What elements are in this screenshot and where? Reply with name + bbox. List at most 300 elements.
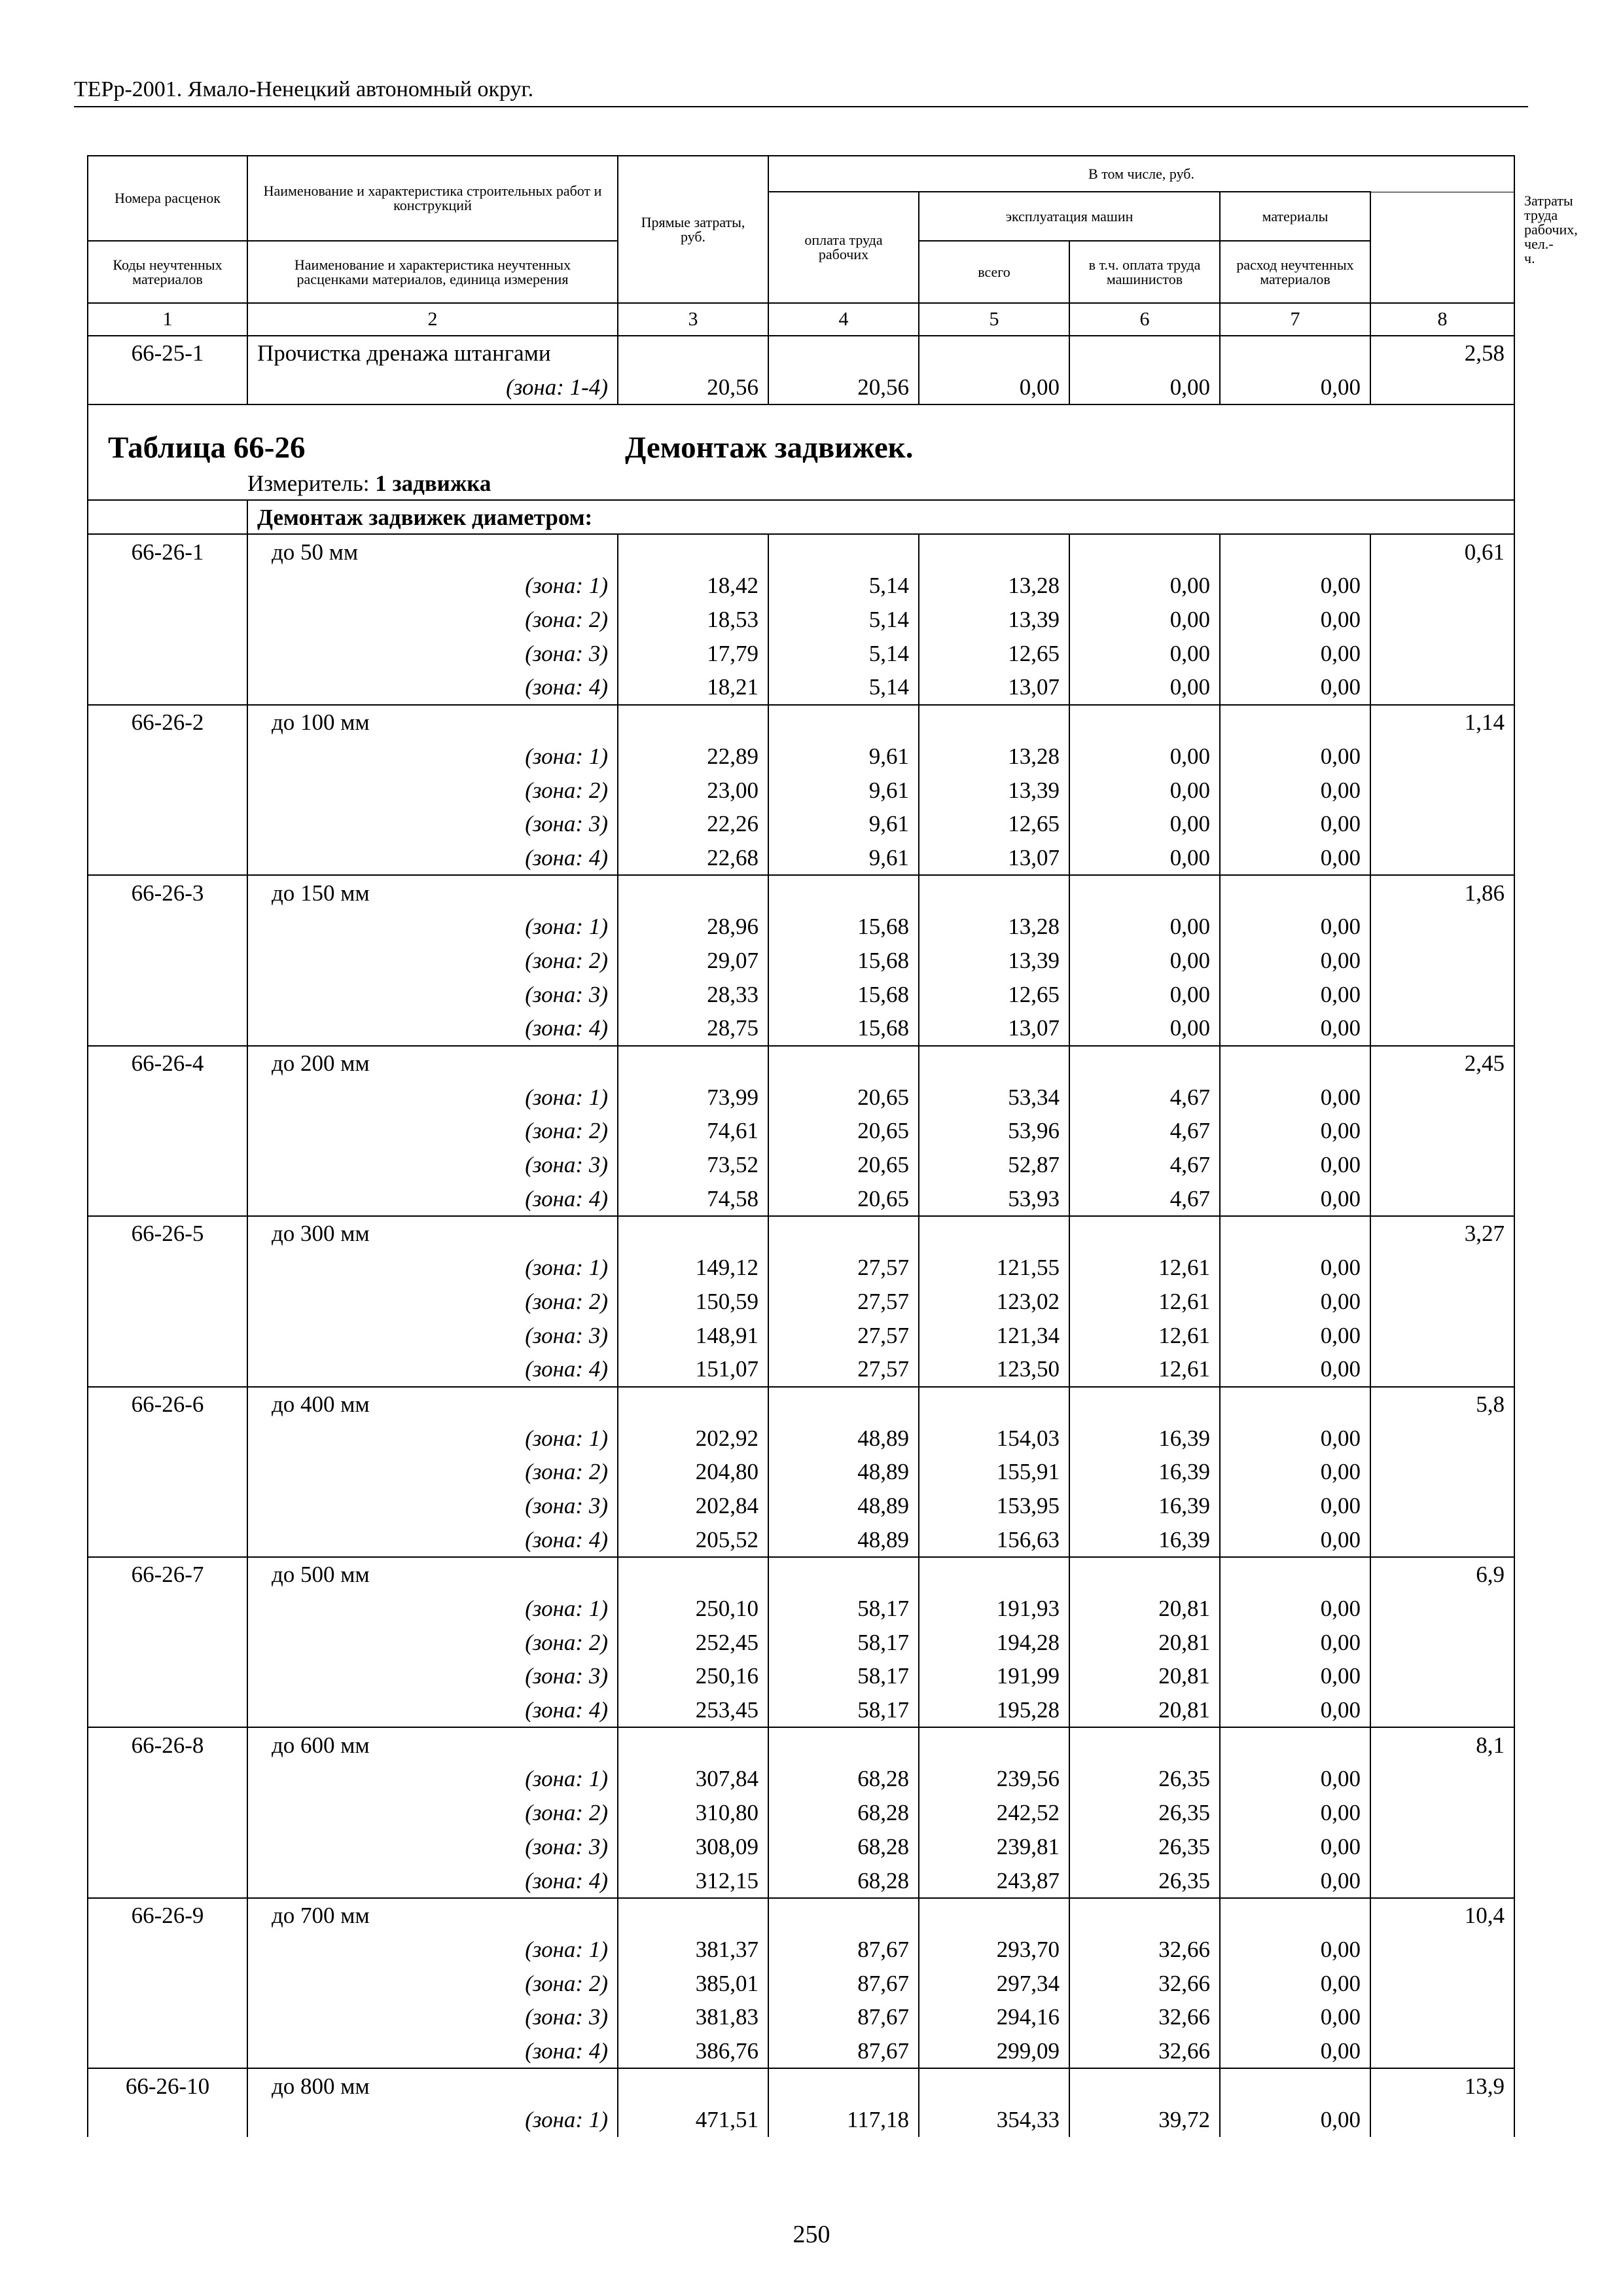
rate-name: до 300 мм	[247, 1216, 618, 1251]
machinist-pay: 26,35	[1069, 1830, 1220, 1864]
labor-pay: 87,67	[768, 1933, 919, 1967]
zone-label: (зона: 1)	[247, 910, 618, 944]
machines-total: 12,65	[919, 977, 1069, 1011]
rate-name: до 700 мм	[247, 1898, 618, 1933]
zone-label: (зона: 2)	[247, 1796, 618, 1830]
materials-cost: 0,00	[1220, 1489, 1370, 1523]
machines-total: 297,34	[919, 1966, 1069, 2000]
direct-cost: 22,68	[618, 841, 768, 876]
materials-cost: 0,00	[1220, 807, 1370, 841]
machines-total: 13,07	[919, 1011, 1069, 1046]
materials-cost: 0,00	[1220, 1080, 1370, 1114]
labor-pay: 58,17	[768, 1693, 919, 1728]
machines-total: 239,81	[919, 1830, 1069, 1864]
machines-total: 293,70	[919, 1933, 1069, 1967]
machines-total: 194,28	[919, 1625, 1069, 1659]
rate-name: до 800 мм	[247, 2068, 618, 2103]
machinist-pay: 12,61	[1069, 1352, 1220, 1387]
materials-cost: 0,00	[1220, 569, 1370, 603]
table-row	[88, 1522, 1514, 1557]
direct-cost: 74,61	[618, 1114, 768, 1148]
table-row	[88, 636, 1514, 670]
labor-cost: 2,45	[1370, 1046, 1514, 1081]
labor-pay: 87,67	[768, 2000, 919, 2034]
rate-name: до 400 мм	[247, 1387, 618, 1422]
labor-pay: 20,65	[768, 1181, 919, 1216]
labor-pay: 20,56	[768, 370, 919, 405]
labor-pay: 48,89	[768, 1522, 919, 1557]
rate-code: 66-26-6	[88, 1387, 247, 1422]
direct-cost: 73,52	[618, 1148, 768, 1182]
table-row	[88, 807, 1514, 841]
machinist-pay: 0,00	[1069, 1011, 1220, 1046]
table-row	[88, 705, 1514, 740]
labor-pay: 20,65	[768, 1114, 919, 1148]
labor-pay: 15,68	[768, 944, 919, 978]
column-number: 2	[247, 303, 618, 336]
rate-code: 66-26-8	[88, 1727, 247, 1762]
labor-pay: 27,57	[768, 1251, 919, 1285]
rate-name: до 600 мм	[247, 1727, 618, 1762]
header-machinist-pay: в т.ч. оплата труда машинистов	[1069, 241, 1220, 303]
zone-label: (зона: 4)	[247, 1693, 618, 1728]
table-row	[88, 1455, 1514, 1489]
zone-label: (зона: 1)	[247, 740, 618, 774]
materials-cost: 0,00	[1220, 1522, 1370, 1557]
labor-cost: 13,9	[1370, 2068, 1514, 2103]
materials-cost: 0,00	[1220, 1933, 1370, 1967]
zone-label: (зона: 2)	[247, 1966, 618, 2000]
machinist-pay: 12,61	[1069, 1251, 1220, 1285]
materials-cost: 0,00	[1220, 977, 1370, 1011]
zone-label: (зона: 2)	[247, 1114, 618, 1148]
machinist-pay: 12,61	[1069, 1318, 1220, 1352]
meter-value: 1 задвижка	[375, 470, 491, 496]
zone-label: (зона: 1)	[247, 1251, 618, 1285]
labor-cost: 5,8	[1370, 1387, 1514, 1422]
machines-total: 156,63	[919, 1522, 1069, 1557]
materials-cost: 0,00	[1220, 910, 1370, 944]
direct-cost: 381,83	[618, 2000, 768, 2034]
rate-code: 66-26-2	[88, 705, 247, 740]
materials-cost: 0,00	[1220, 1352, 1370, 1387]
direct-cost: 22,89	[618, 740, 768, 774]
direct-cost: 18,42	[618, 569, 768, 603]
machinist-pay: 0,00	[1069, 773, 1220, 807]
direct-cost: 204,80	[618, 1455, 768, 1489]
zone-label: (зона: 2)	[247, 773, 618, 807]
materials-cost: 0,00	[1220, 1181, 1370, 1216]
labor-cost: 8,1	[1370, 1727, 1514, 1762]
zone-label: (зона: 4)	[247, 1522, 618, 1557]
labor-pay: 68,28	[768, 1796, 919, 1830]
table-row	[88, 1830, 1514, 1864]
materials-cost: 0,00	[1220, 1455, 1370, 1489]
direct-cost: 23,00	[618, 773, 768, 807]
rates-table	[87, 155, 1578, 2137]
table-row	[88, 1114, 1514, 1148]
labor-pay: 27,57	[768, 1318, 919, 1352]
table-row	[88, 1489, 1514, 1523]
materials-cost: 0,00	[1220, 1592, 1370, 1626]
zone-label: (зона: 4)	[247, 1352, 618, 1387]
machines-total: 12,65	[919, 636, 1069, 670]
direct-cost: 74,58	[618, 1181, 768, 1216]
machinist-pay: 16,39	[1069, 1489, 1220, 1523]
zone-label: (зона: 4)	[247, 1863, 618, 1898]
machines-total: 299,09	[919, 2034, 1069, 2069]
direct-cost: 151,07	[618, 1352, 768, 1387]
column-number: 7	[1220, 303, 1370, 336]
machines-total: 13,39	[919, 773, 1069, 807]
machines-total: 121,34	[919, 1318, 1069, 1352]
zone-label: (зона: 4)	[247, 1181, 618, 1216]
prior-item	[88, 336, 1514, 404]
direct-cost: 250,10	[618, 1592, 768, 1626]
table-row	[88, 1693, 1514, 1728]
meter-label: Измеритель:	[247, 470, 370, 496]
table-row	[88, 875, 1514, 910]
table-row	[88, 534, 1514, 569]
machines-total: 53,96	[919, 1114, 1069, 1148]
machinist-pay: 4,67	[1069, 1181, 1220, 1216]
materials-cost: 0,00	[1220, 1318, 1370, 1352]
table-row	[88, 841, 1514, 876]
machinist-pay: 4,67	[1069, 1148, 1220, 1182]
machines-total: 53,34	[919, 1080, 1069, 1114]
zone-label: (зона: 1)	[247, 1080, 618, 1114]
table-row	[88, 370, 1514, 405]
direct-cost: 252,45	[618, 1625, 768, 1659]
materials-cost: 0,00	[1220, 1966, 1370, 2000]
machines-total: 121,55	[919, 1251, 1069, 1285]
labor-pay: 9,61	[768, 807, 919, 841]
machinist-pay: 39,72	[1069, 2103, 1220, 2137]
table-title-row	[88, 404, 1514, 467]
labor-pay: 58,17	[768, 1625, 919, 1659]
machinist-pay: 0,00	[1069, 670, 1220, 705]
table-row	[88, 2034, 1514, 2069]
rate-code: 66-25-1	[88, 336, 247, 370]
direct-cost: 386,76	[618, 2034, 768, 2069]
zone-label: (зона: 1-4)	[247, 370, 618, 405]
rate-name: до 50 мм	[247, 534, 618, 569]
zone-label: (зона: 4)	[247, 841, 618, 876]
rate-code: 66-26-7	[88, 1557, 247, 1592]
table-row	[88, 1251, 1514, 1285]
table-row	[88, 1898, 1514, 1933]
machinist-pay: 12,61	[1069, 1285, 1220, 1319]
machinist-pay: 32,66	[1069, 2000, 1220, 2034]
labor-cost: 10,4	[1370, 1898, 1514, 1933]
materials-cost: 0,00	[1220, 603, 1370, 637]
materials-cost: 0,00	[1220, 773, 1370, 807]
zone-label: (зона: 3)	[247, 2000, 618, 2034]
labor-pay: 117,18	[768, 2103, 919, 2137]
direct-cost: 471,51	[618, 2103, 768, 2137]
materials-cost: 0,00	[1220, 1863, 1370, 1898]
header-rule	[74, 106, 1528, 107]
machinist-pay: 0,00	[1069, 944, 1220, 978]
direct-cost: 307,84	[618, 1762, 768, 1796]
table-row	[88, 1933, 1514, 1967]
zone-label: (зона: 3)	[247, 977, 618, 1011]
header-rate-numbers: Номера расценок	[88, 156, 247, 241]
direct-cost: 29,07	[618, 944, 768, 978]
column-number: 4	[768, 303, 919, 336]
header-machines: эксплуатация машин	[919, 192, 1220, 241]
labor-pay: 20,65	[768, 1080, 919, 1114]
direct-cost: 385,01	[618, 1966, 768, 2000]
machines-total: 153,95	[919, 1489, 1069, 1523]
labor-pay: 5,14	[768, 670, 919, 705]
direct-cost: 28,33	[618, 977, 768, 1011]
machines-total: 123,02	[919, 1285, 1069, 1319]
table-row	[88, 2000, 1514, 2034]
machines-total: 294,16	[919, 2000, 1069, 2034]
table-row	[88, 1046, 1514, 1081]
section-title: Демонтаж задвижек диаметром:	[247, 500, 1514, 534]
zone-label: (зона: 3)	[247, 1659, 618, 1693]
table-row	[88, 1557, 1514, 1592]
machines-total: 242,52	[919, 1796, 1069, 1830]
machines-total: 12,65	[919, 807, 1069, 841]
machinist-pay: 26,35	[1069, 1863, 1220, 1898]
machinist-pay: 4,67	[1069, 1114, 1220, 1148]
machinist-pay: 26,35	[1069, 1796, 1220, 1830]
direct-cost: 381,37	[618, 1933, 768, 1967]
direct-cost: 73,99	[618, 1080, 768, 1114]
machines-total: 123,50	[919, 1352, 1069, 1387]
labor-pay: 9,61	[768, 740, 919, 774]
header-machines-total: всего	[919, 241, 1069, 303]
machinist-pay: 0,00	[1069, 569, 1220, 603]
machines-total: 191,99	[919, 1659, 1069, 1693]
direct-cost: 20,56	[618, 370, 768, 405]
machinist-pay: 0,00	[1069, 603, 1220, 637]
machinist-pay: 0,00	[1069, 740, 1220, 774]
labor-pay: 9,61	[768, 841, 919, 876]
table-row	[88, 1727, 1514, 1762]
machines-total: 13,07	[919, 841, 1069, 876]
rate-name: до 200 мм	[247, 1046, 618, 1081]
labor-pay: 87,67	[768, 1966, 919, 2000]
table-row	[88, 1285, 1514, 1319]
table-row	[88, 1318, 1514, 1352]
zone-label: (зона: 2)	[247, 944, 618, 978]
labor-pay: 48,89	[768, 1489, 919, 1523]
machinist-pay: 20,81	[1069, 1592, 1220, 1626]
labor-cost: 6,9	[1370, 1557, 1514, 1592]
table-row	[88, 740, 1514, 774]
zone-label: (зона: 2)	[247, 1455, 618, 1489]
header-direct-costs: Прямые затраты, руб.	[618, 156, 768, 303]
direct-cost: 205,52	[618, 1522, 768, 1557]
machines-total: 239,56	[919, 1762, 1069, 1796]
labor-cost: 0,61	[1370, 534, 1514, 569]
table-row	[88, 1762, 1514, 1796]
machines-total: 13,28	[919, 740, 1069, 774]
materials-cost: 0,00	[1220, 1796, 1370, 1830]
column-number: 6	[1069, 303, 1220, 336]
zone-label: (зона: 1)	[247, 2103, 618, 2137]
zone-label: (зона: 1)	[247, 1762, 618, 1796]
machines-total: 13,39	[919, 603, 1069, 637]
rate-name: до 100 мм	[247, 705, 618, 740]
direct-cost: 148,91	[618, 1318, 768, 1352]
materials-cost: 0,00	[1220, 1421, 1370, 1455]
zone-label: (зона: 4)	[247, 670, 618, 705]
materials-cost: 0,00	[1220, 1625, 1370, 1659]
column-number-row	[88, 303, 1514, 336]
table-row	[88, 910, 1514, 944]
materials-cost: 0,00	[1220, 1251, 1370, 1285]
running-header: ТЕРр-2001. Ямало-Ненецкий автономный округ.	[74, 77, 534, 101]
labor-pay: 15,68	[768, 910, 919, 944]
labor-pay: 48,89	[768, 1421, 919, 1455]
zone-label: (зона: 1)	[247, 1933, 618, 1967]
machinist-pay: 26,35	[1069, 1762, 1220, 1796]
column-number: 5	[919, 303, 1069, 336]
materials-cost: 0,00	[1220, 1285, 1370, 1319]
machinist-pay: 0,00	[1069, 636, 1220, 670]
rate-code: 66-26-1	[88, 534, 247, 569]
machinist-pay: 0,00	[1069, 370, 1220, 405]
labor-pay: 68,28	[768, 1863, 919, 1898]
materials-cost: 0,00	[1220, 2103, 1370, 2137]
table-row	[88, 1011, 1514, 1046]
zone-label: (зона: 1)	[247, 1592, 618, 1626]
direct-cost: 308,09	[618, 1830, 768, 1864]
rate-code: 66-26-10	[88, 2068, 247, 2103]
table-row	[88, 2103, 1514, 2137]
labor-pay: 5,14	[768, 603, 919, 637]
labor-pay: 9,61	[768, 773, 919, 807]
materials-cost: 0,00	[1220, 1659, 1370, 1693]
materials-cost: 0,00	[1220, 841, 1370, 876]
page-number: 250	[793, 2221, 830, 2248]
machines-total: 0,00	[919, 370, 1069, 405]
labor-pay: 15,68	[768, 977, 919, 1011]
zone-label: (зона: 1)	[247, 569, 618, 603]
labor-pay: 15,68	[768, 1011, 919, 1046]
table-row	[88, 1181, 1514, 1216]
zone-label: (зона: 3)	[247, 1318, 618, 1352]
materials-cost: 0,00	[1220, 1114, 1370, 1148]
zone-label: (зона: 3)	[247, 807, 618, 841]
machinist-pay: 32,66	[1069, 1966, 1220, 2000]
direct-cost: 250,16	[618, 1659, 768, 1693]
rate-name: до 500 мм	[247, 1557, 618, 1592]
direct-cost: 150,59	[618, 1285, 768, 1319]
direct-cost: 22,26	[618, 807, 768, 841]
materials-cost: 0,00	[1220, 944, 1370, 978]
labor-cost: 2,58	[1370, 336, 1514, 370]
table-row	[88, 773, 1514, 807]
rate-name: Прочистка дренажа штангами	[247, 336, 618, 370]
machines-total: 13,39	[919, 944, 1069, 978]
header-materials-usage: расход неучтенных материалов	[1220, 241, 1370, 303]
materials-cost: 0,00	[1220, 1830, 1370, 1864]
direct-cost: 28,75	[618, 1011, 768, 1046]
header-unaccounted-codes: Коды неучтенных материалов	[88, 241, 247, 303]
rate-code: 66-26-3	[88, 875, 247, 910]
table-row	[88, 977, 1514, 1011]
materials-cost: 0,00	[1220, 670, 1370, 705]
table-caption	[88, 404, 1514, 534]
labor-pay: 87,67	[768, 2034, 919, 2069]
zone-label: (зона: 4)	[247, 2034, 618, 2069]
zone-label: (зона: 3)	[247, 1489, 618, 1523]
zone-label: (зона: 2)	[247, 1625, 618, 1659]
labor-pay: 68,28	[768, 1762, 919, 1796]
labor-pay: 48,89	[768, 1455, 919, 1489]
labor-pay: 27,57	[768, 1352, 919, 1387]
machinist-pay: 20,81	[1069, 1659, 1220, 1693]
direct-cost: 149,12	[618, 1251, 768, 1285]
table-row	[88, 944, 1514, 978]
labor-pay: 27,57	[768, 1285, 919, 1319]
table-header: Номера расценок Наименование и характеристика строительных работ и конструкций Прямые затраты, руб. В том числе, руб. Затраты труда рабочих, чел.-ч. оплата труда рабочих эксплуатация машин материалы Коды неучтенных материалов Наименование и характеристика неучтенных расценками материалов, единица измерения всего в т.ч. оплата труда машинистов расход неучтенных материалов 1 2 3 4 5 6 7 8	[88, 156, 1514, 336]
table-row	[88, 336, 1514, 370]
zone-label: (зона: 4)	[247, 1011, 618, 1046]
table-row	[88, 1080, 1514, 1114]
machinist-pay: 4,67	[1069, 1080, 1220, 1114]
zone-label: (зона: 3)	[247, 1830, 618, 1864]
labor-pay: 68,28	[768, 1830, 919, 1864]
machines-total: 13,28	[919, 910, 1069, 944]
materials-cost: 0,00	[1220, 370, 1370, 405]
machines-total: 52,87	[919, 1148, 1069, 1182]
machinist-pay: 20,81	[1069, 1693, 1220, 1728]
table-heading: Демонтаж задвижек.	[625, 430, 914, 465]
labor-pay: 20,65	[768, 1148, 919, 1182]
machinist-pay: 0,00	[1069, 910, 1220, 944]
items-body	[88, 534, 1514, 2136]
materials-cost: 0,00	[1220, 1011, 1370, 1046]
machines-total: 13,28	[919, 569, 1069, 603]
materials-cost: 0,00	[1220, 1693, 1370, 1728]
labor-pay: 58,17	[768, 1659, 919, 1693]
column-number: 8	[1370, 303, 1514, 336]
table-row	[88, 603, 1514, 637]
table-row	[88, 1216, 1514, 1251]
machines-total: 155,91	[919, 1455, 1069, 1489]
machinist-pay: 16,39	[1069, 1421, 1220, 1455]
header-materials: материалы	[1220, 192, 1370, 241]
direct-cost: 202,84	[618, 1489, 768, 1523]
machines-total: 154,03	[919, 1421, 1069, 1455]
machinist-pay: 0,00	[1069, 841, 1220, 876]
meter-line	[247, 467, 1514, 500]
header-labor-pay: оплата труда рабочих	[768, 192, 919, 303]
machines-total: 13,07	[919, 670, 1069, 705]
direct-cost: 18,21	[618, 670, 768, 705]
labor-cost: 3,27	[1370, 1216, 1514, 1251]
table-number: Таблица 66-26	[108, 430, 306, 465]
materials-cost: 0,00	[1220, 2000, 1370, 2034]
table-row	[88, 1592, 1514, 1626]
direct-cost: 17,79	[618, 636, 768, 670]
column-number: 3	[618, 303, 768, 336]
labor-pay: 58,17	[768, 1592, 919, 1626]
direct-cost: 18,53	[618, 603, 768, 637]
direct-cost: 253,45	[618, 1693, 768, 1728]
labor-cost: 1,14	[1370, 705, 1514, 740]
machines-total: 243,87	[919, 1863, 1069, 1898]
materials-cost: 0,00	[1220, 636, 1370, 670]
table-row	[88, 1625, 1514, 1659]
